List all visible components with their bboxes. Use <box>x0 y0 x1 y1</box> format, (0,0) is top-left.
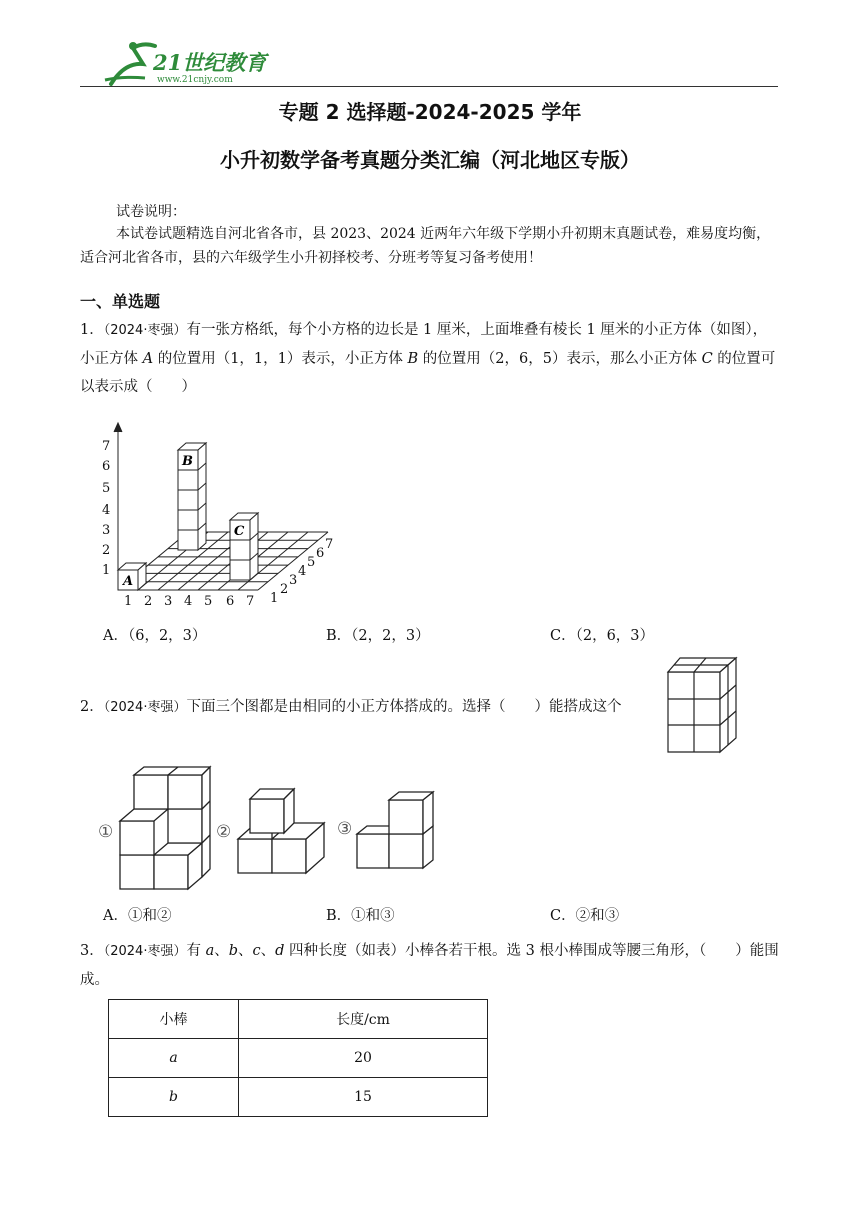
y-tick-6: 6 <box>102 459 111 474</box>
header-rule <box>80 86 778 87</box>
q1-text-2: 的位置用（1，1，1）表示，小正方体 <box>153 351 408 367</box>
logo-subtext: www.21cnjy.com <box>157 75 233 85</box>
q2-label-3: ③ <box>337 819 353 839</box>
y-tick-3: 3 <box>102 523 111 538</box>
q3-text-2: 四种长度（如表）小棒各若干根。选 3 根小棒围成等腰三角形，（ ）能围成。 <box>80 943 779 988</box>
x-tick-1: 1 <box>124 594 133 609</box>
table-cell: 20 <box>239 1039 488 1078</box>
z-tick-1: 1 <box>270 591 279 606</box>
intro-heading: 试卷说明： <box>116 204 186 220</box>
q2-figure-3 <box>337 788 437 873</box>
q2-figure-1 <box>98 765 216 895</box>
q2-option-a[interactable]: A．①和② <box>103 908 172 924</box>
q3-var-d: d <box>275 943 285 959</box>
z-tick-3: 3 <box>289 573 298 588</box>
page-title-line2: 小升初数学备考真题分类汇编（河北地区专版） <box>220 148 640 172</box>
page-title-line1: 专题 2 选择题-2024-2025 学年 <box>278 100 582 124</box>
z-tick-7: 7 <box>325 537 334 552</box>
z-tick-4: 4 <box>298 564 307 579</box>
question-3 <box>80 937 780 994</box>
table-row <box>109 1039 488 1078</box>
q3-sep-3: 、 <box>260 943 276 959</box>
logo-text: 21世纪教育 <box>153 50 267 75</box>
y-tick-5: 5 <box>102 481 111 496</box>
y-tick-2: 2 <box>102 543 111 558</box>
y-tick-4: 4 <box>102 503 111 518</box>
length-header: 长度/cm <box>336 1012 390 1028</box>
q3-sep-1: 、 <box>214 943 229 959</box>
q3-var-a: a <box>205 943 215 959</box>
table-cell: b <box>109 1078 239 1117</box>
q1-option-a[interactable]: A．（6，2，3） <box>103 628 207 644</box>
cube-c-label: C <box>234 524 245 539</box>
q3-sep-2: 、 <box>238 943 253 959</box>
q1-figure <box>90 420 350 610</box>
q1-number: 1． <box>80 322 104 338</box>
section-heading: 一、单选题 <box>80 292 161 311</box>
q1-source: （2024·枣强） <box>103 323 187 338</box>
q1-var-c: C <box>701 351 713 367</box>
q3-table <box>108 999 488 1117</box>
q2-model-figure <box>664 655 744 755</box>
logo <box>103 40 273 86</box>
z-tick-6: 6 <box>316 546 325 561</box>
q2-figure-2 <box>216 783 331 878</box>
question-1 <box>80 316 780 401</box>
z-tick-2: 2 <box>280 582 289 597</box>
q3-var-c: c <box>252 943 261 959</box>
q1-var-a: A <box>142 351 154 367</box>
q1-text-4: 的位置可以表示成（ ） <box>80 351 776 395</box>
y-tick-7: 7 <box>102 439 111 454</box>
table-header-cell: 小棒 <box>109 1000 239 1039</box>
q2-label-2: ② <box>216 822 232 842</box>
q1-option-b[interactable]: B．（2，2，3） <box>326 628 430 644</box>
table-header-cell <box>239 1000 488 1039</box>
cube-a-label: A <box>123 574 134 589</box>
x-tick-2: 2 <box>144 594 153 609</box>
q2-option-b[interactable]: B．①和③ <box>326 908 395 924</box>
runner-icon <box>105 42 155 84</box>
y-tick-1: 1 <box>102 563 111 578</box>
q3-var-b: b <box>228 943 239 959</box>
q3-number: 3． <box>80 943 104 959</box>
x-tick-4: 4 <box>184 594 193 609</box>
q2-source: （2024·枣强） <box>103 700 187 715</box>
table-cell: 15 <box>239 1078 488 1117</box>
q1-option-c[interactable]: C．（2，6，3） <box>550 628 655 644</box>
cube-b-label: B <box>182 454 193 469</box>
q1-text-1: 有一张方格纸，每个小方格的边长是 1 厘米，上面堆叠有棱长 1 厘米的小正方体（如图），小正方体 <box>80 322 768 367</box>
q1-var-b: B <box>407 351 419 367</box>
intro-body: 本试卷试题精选自河北省各市，县 2023、2024 近两年六年级下学期小升初期末真题试卷，难易度均衡，适合河北省各市，县的六年级学生小升初择校考、分班考等复习备考使用！ <box>80 226 771 266</box>
x-tick-7: 7 <box>246 594 255 609</box>
x-tick-5: 5 <box>204 594 213 609</box>
table-header-row <box>109 1000 488 1039</box>
q3-text-1: 有 <box>186 943 206 959</box>
q1-text-3: 的位置用（2，6，5）表示，那么小正方体 <box>418 351 702 367</box>
q2-option-c[interactable]: C．②和③ <box>550 908 620 924</box>
z-tick-5: 5 <box>307 555 316 570</box>
table-row <box>109 1078 488 1117</box>
x-tick-6: 6 <box>226 594 235 609</box>
q3-source: （2024·枣强） <box>103 944 187 959</box>
table-cell: a <box>109 1039 239 1078</box>
q2-label-1: ① <box>98 822 114 842</box>
x-tick-3: 3 <box>164 594 173 609</box>
q2-text-1: 下面三个图都是由相同的小正方体搭成的。选择（ ）能搭成这个 <box>186 699 622 715</box>
q2-number: 2． <box>80 699 104 715</box>
